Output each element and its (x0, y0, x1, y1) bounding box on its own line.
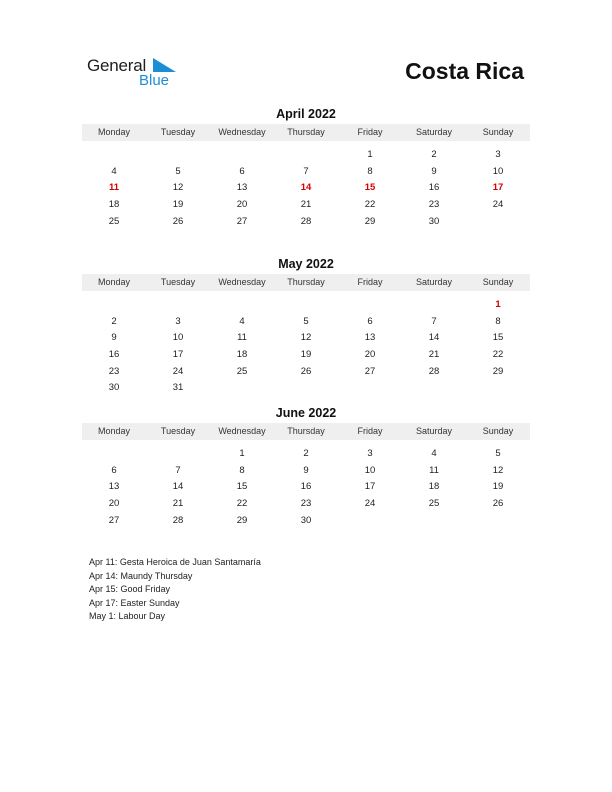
weekday-label: Sunday (482, 426, 514, 436)
day-cell: 22 (492, 349, 504, 361)
country-title: Costa Rica (405, 58, 524, 84)
day-cell: 10 (364, 464, 376, 476)
day-cell: 10 (492, 165, 504, 177)
day-cell (338, 297, 402, 314)
day-cell: 7 (431, 315, 437, 327)
weekday-label: Saturday (415, 426, 453, 436)
holiday-list (89, 556, 261, 624)
day-cell: 6 (239, 165, 245, 177)
weekday-label: Thursday (287, 127, 325, 137)
day-cell (466, 513, 530, 530)
month-title: May 2022 (278, 257, 334, 271)
day-cell: 9 (303, 464, 309, 476)
week-row (82, 513, 530, 530)
day-cell: 12 (172, 182, 184, 194)
day-cell: 22 (236, 498, 248, 510)
weekday-label: Sunday (482, 277, 514, 287)
day-cell (146, 297, 210, 314)
day-cell (210, 147, 274, 164)
day-cell: 26 (300, 365, 312, 377)
day-cell: 5 (495, 448, 501, 459)
week-row (82, 364, 530, 381)
day-cell: 25 (108, 215, 120, 227)
day-cell: 5 (303, 315, 309, 327)
holiday-item: Apr 11: Gesta Heroica de Juan Santamaría (89, 557, 261, 567)
day-cell (338, 380, 402, 397)
weekday-header-row (82, 423, 530, 440)
day-cell: 7 (303, 165, 309, 177)
day-cell: 14 (300, 182, 312, 194)
day-cell: 20 (236, 199, 248, 211)
day-cell: 4 (239, 315, 245, 327)
day-cell: 13 (108, 481, 120, 493)
week-row (82, 164, 530, 181)
day-cell: 23 (300, 498, 312, 510)
day-cell: 21 (300, 199, 312, 211)
day-cell (82, 147, 146, 164)
day-cell: 4 (111, 165, 117, 177)
day-cell: 24 (492, 199, 504, 211)
day-cell: 25 (236, 365, 248, 377)
day-cell: 13 (364, 332, 376, 344)
weekday-label: Friday (357, 426, 383, 436)
day-cell: 15 (492, 332, 504, 344)
day-cell: 7 (175, 464, 181, 476)
day-cell (146, 446, 210, 463)
day-cell: 28 (428, 365, 440, 377)
day-cell: 11 (108, 182, 120, 194)
weekday-header-row (82, 124, 530, 141)
day-cell: 6 (367, 315, 373, 327)
day-cell: 20 (108, 498, 120, 510)
day-cell: 13 (236, 182, 248, 194)
day-cell: 30 (108, 382, 120, 394)
day-cell: 3 (495, 149, 501, 160)
day-cell: 21 (428, 349, 440, 361)
day-cell (274, 380, 338, 397)
week-row (82, 330, 530, 347)
day-cell: 26 (172, 215, 184, 227)
day-cell (274, 147, 338, 164)
logo-triangle-icon (153, 58, 176, 72)
weekday-label: Saturday (415, 127, 453, 137)
day-cell: 26 (492, 498, 504, 510)
day-cell: 19 (492, 481, 504, 493)
day-cell: 18 (108, 199, 120, 211)
weekday-label: Wednesday (218, 277, 266, 287)
day-cell: 1 (367, 149, 373, 160)
day-cell: 19 (300, 349, 312, 361)
day-cell: 8 (495, 315, 501, 327)
day-cell: 17 (492, 182, 504, 194)
day-cell: 10 (172, 332, 184, 344)
day-cell: 25 (428, 498, 440, 510)
day-cell: 6 (111, 464, 117, 476)
holiday-item: Apr 15: Good Friday (89, 584, 171, 594)
weekday-label: Monday (97, 426, 131, 436)
day-cell (338, 513, 402, 530)
week-row (82, 197, 530, 214)
weekday-header-row (82, 274, 530, 291)
day-cell: 9 (111, 332, 117, 344)
holiday-item: May 1: Labour Day (89, 611, 166, 621)
day-cell: 24 (172, 365, 184, 377)
month-block (82, 405, 530, 529)
week-row (82, 297, 530, 314)
day-cell: 28 (300, 215, 312, 227)
day-cell: 20 (364, 349, 376, 361)
week-row (82, 347, 530, 364)
day-cell: 21 (172, 498, 184, 510)
day-cell: 22 (364, 199, 376, 211)
day-cell: 28 (172, 514, 184, 526)
logo (87, 56, 187, 92)
day-cell: 17 (172, 349, 184, 361)
day-cell: 8 (367, 165, 373, 177)
day-cell: 1 (239, 448, 245, 459)
day-cell: 12 (492, 464, 504, 476)
day-cell: 27 (236, 215, 248, 227)
day-cell: 15 (236, 481, 248, 493)
day-cell: 1 (495, 299, 501, 310)
week-row (82, 446, 530, 463)
day-cell (210, 380, 274, 397)
day-cell: 14 (172, 481, 184, 493)
weekday-label: Sunday (482, 127, 514, 137)
day-cell (466, 214, 530, 231)
day-cell: 15 (364, 182, 376, 194)
weekday-label: Wednesday (218, 426, 266, 436)
week-row (82, 214, 530, 231)
day-cell: 16 (428, 182, 440, 194)
weekday-label: Tuesday (160, 426, 196, 436)
holiday-item: Apr 17: Easter Sunday (89, 597, 180, 608)
day-cell: 4 (431, 448, 437, 459)
day-cell: 23 (108, 365, 120, 377)
week-row (82, 180, 530, 197)
week-row (82, 463, 530, 480)
day-cell (274, 297, 338, 314)
day-cell: 29 (492, 365, 504, 377)
day-cell: 3 (175, 315, 181, 327)
week-row (82, 479, 530, 496)
day-cell: 27 (364, 365, 376, 377)
week-row (82, 496, 530, 513)
day-cell: 3 (367, 448, 373, 459)
weekday-label: Wednesday (218, 127, 266, 137)
weekday-label: Monday (97, 127, 131, 137)
day-cell: 8 (239, 464, 245, 476)
week-row (82, 147, 530, 164)
day-cell: 16 (108, 349, 120, 361)
day-cell: 14 (428, 332, 440, 344)
day-cell: 16 (300, 481, 312, 493)
weekday-label: Tuesday (160, 277, 196, 287)
day-cell: 27 (108, 514, 120, 526)
day-cell (466, 380, 530, 397)
day-cell (210, 297, 274, 314)
day-cell: 9 (431, 165, 437, 177)
logo-text-general: General (87, 56, 147, 75)
day-cell: 30 (300, 514, 312, 526)
day-cell: 19 (172, 199, 184, 211)
day-cell: 17 (364, 481, 376, 493)
day-cell (146, 147, 210, 164)
day-cell: 29 (236, 514, 248, 526)
weekday-label: Tuesday (160, 127, 196, 137)
week-row (82, 314, 530, 331)
day-cell: 2 (303, 448, 309, 459)
day-cell (402, 513, 466, 530)
weekday-label: Thursday (287, 277, 325, 287)
day-cell (402, 380, 466, 397)
day-cell: 2 (431, 149, 437, 160)
weekday-label: Thursday (287, 426, 325, 436)
day-cell: 5 (175, 165, 181, 177)
day-cell: 2 (111, 315, 117, 327)
month-title: June 2022 (275, 406, 337, 420)
weekday-label: Friday (357, 277, 383, 287)
weekday-label: Friday (357, 127, 383, 137)
day-cell: 23 (428, 199, 440, 211)
month-block (82, 106, 530, 230)
day-cell: 11 (429, 464, 439, 476)
day-cell: 12 (300, 332, 312, 344)
day-cell: 18 (236, 349, 248, 361)
day-cell: 31 (172, 382, 184, 394)
day-cell: 29 (364, 215, 376, 227)
month-title: April 2022 (276, 107, 336, 121)
day-cell (82, 446, 146, 463)
day-cell (402, 297, 466, 314)
logo-text-blue: Blue (139, 72, 170, 89)
day-cell: 24 (364, 498, 376, 510)
weekday-label: Monday (97, 277, 131, 287)
day-cell: 11 (237, 332, 247, 344)
holiday-item: Apr 14: Maundy Thursday (89, 570, 193, 581)
month-block (82, 256, 530, 397)
week-row (82, 380, 530, 397)
weekday-label: Saturday (415, 277, 453, 287)
day-cell: 18 (428, 481, 440, 493)
day-cell: 30 (428, 215, 440, 227)
day-cell (82, 297, 146, 314)
